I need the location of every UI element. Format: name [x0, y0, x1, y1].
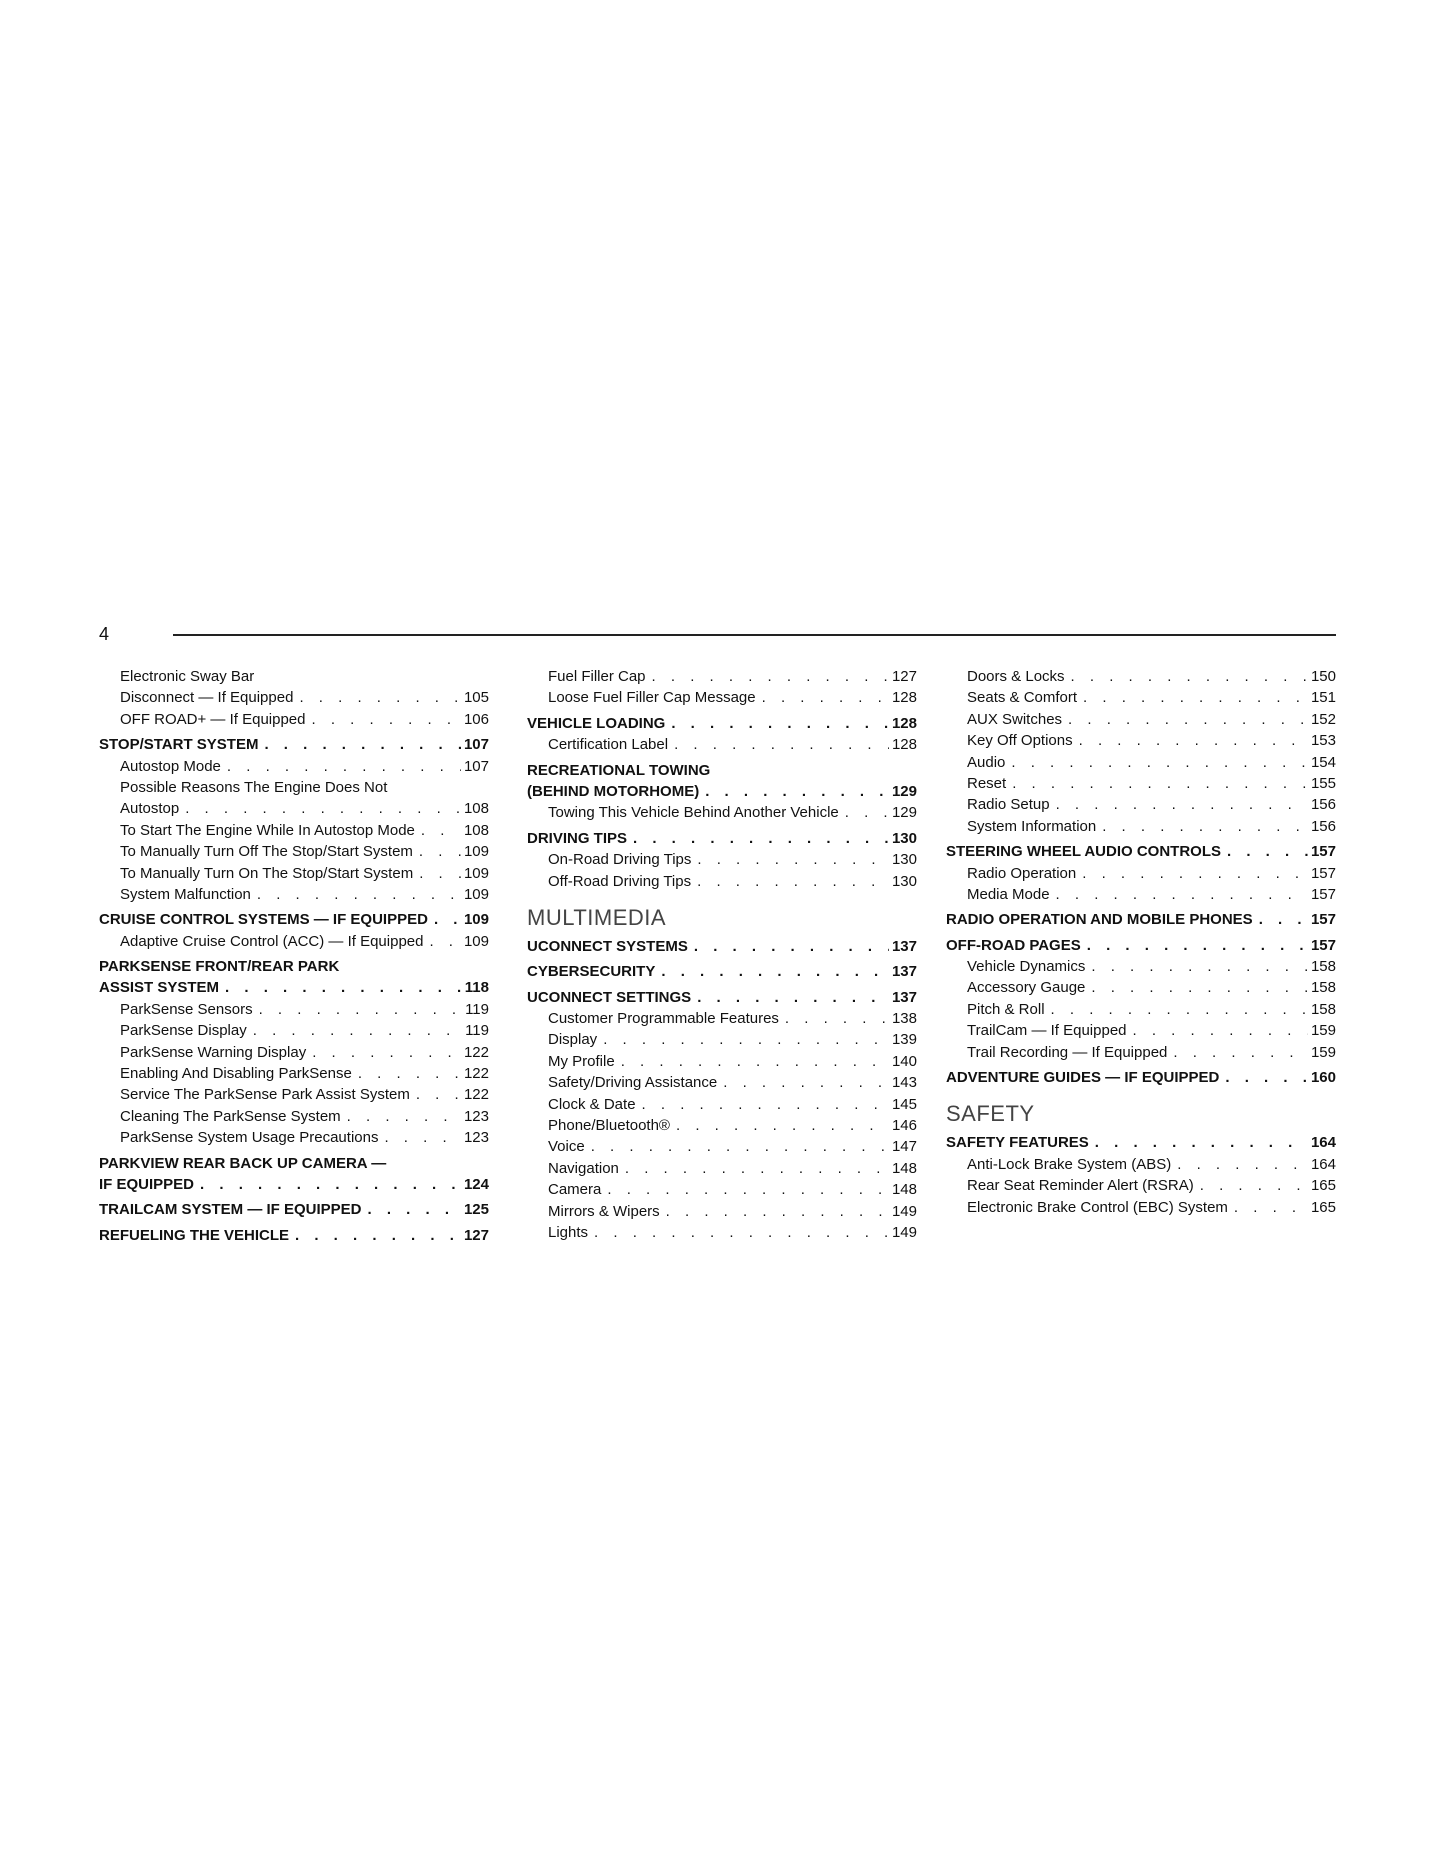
toc-entry[interactable]: [99, 884, 489, 905]
toc-entry-title: Safety/Driving Assistance: [548, 1074, 718, 1092]
toc-entry-title: DRIVING TIPS: [527, 829, 628, 847]
toc-entry-title: Pitch & Roll: [967, 1000, 1045, 1018]
toc-page-number: 123: [463, 1129, 489, 1147]
section-heading: MULTIMEDIA: [527, 904, 667, 930]
toc-page-number: 130: [891, 851, 917, 869]
toc-page-number: 156: [1310, 817, 1336, 835]
dot-leader: [668, 734, 889, 755]
toc-entry[interactable]: [946, 794, 1336, 815]
toc-entry-title: Service The ParkSense Park Assist System: [120, 1086, 410, 1104]
toc-page-number: 109: [463, 843, 489, 861]
toc-page-number: 109: [463, 932, 489, 950]
toc-entry-title: Key Off Options: [967, 732, 1073, 750]
toc-page-number: 154: [1310, 753, 1336, 771]
toc-entry[interactable]: [946, 752, 1336, 773]
dot-leader: [413, 863, 461, 884]
dot-leader: [756, 687, 889, 708]
toc-entry[interactable]: [946, 977, 1336, 998]
toc-entry[interactable]: [527, 760, 917, 781]
toc-entry-title: Radio Setup: [967, 796, 1050, 814]
dot-leader: [627, 828, 889, 849]
toc-entry[interactable]: [99, 666, 489, 687]
toc-entry[interactable]: [99, 1042, 489, 1063]
toc-entry-title: ParkSense Sensors: [120, 1000, 253, 1018]
dot-leader: [1171, 1154, 1308, 1175]
toc-page-number: 118: [464, 979, 489, 997]
dot-leader: [1167, 1042, 1308, 1063]
toc-entry-title: Customer Programmable Features: [548, 1010, 779, 1028]
toc-entry[interactable]: [946, 1020, 1336, 1041]
dot-leader: [670, 1115, 889, 1136]
toc-entry-title: Audio: [967, 753, 1006, 771]
toc-entry[interactable]: [527, 1136, 917, 1157]
dot-leader: [1096, 816, 1308, 837]
toc-page-number: 128: [891, 689, 917, 707]
toc-entry[interactable]: [946, 1042, 1336, 1063]
toc-page-number: 157: [1310, 864, 1336, 882]
toc-page-number: 137: [891, 963, 917, 981]
toc-entry[interactable]: [527, 734, 917, 755]
toc-entry-title: Electronic Brake Control (EBC) System: [967, 1198, 1228, 1216]
toc-page-number: 119: [465, 1000, 489, 1018]
page-number: 4: [99, 624, 110, 644]
toc-entry-title: Accessory Gauge: [967, 979, 1086, 997]
toc-entry[interactable]: [99, 1106, 489, 1127]
toc-entry[interactable]: [99, 931, 489, 952]
toc-page-number: 149: [891, 1202, 917, 1220]
toc-entry-title: ParkSense Warning Display: [120, 1043, 307, 1061]
dot-leader: [423, 931, 461, 952]
dot-leader: [428, 909, 461, 930]
toc-entry-title: RECREATIONAL TOWING: [527, 761, 711, 779]
toc-page-number: 151: [1310, 689, 1336, 707]
toc-entry-title: Possible Reasons The Engine Does Not: [120, 778, 388, 796]
dot-leader: [665, 713, 889, 734]
toc-entry[interactable]: [946, 666, 1336, 687]
toc-page-number: 160: [1310, 1069, 1336, 1087]
dot-leader: [1050, 794, 1308, 815]
toc-entry[interactable]: [527, 1201, 917, 1222]
toc-page-number: 106: [463, 710, 489, 728]
toc-column-2: [527, 666, 917, 1243]
toc-entry[interactable]: [946, 816, 1336, 837]
dot-leader: [378, 1127, 461, 1148]
toc-page-number: 130: [891, 829, 917, 847]
toc-page-number: 164: [1310, 1155, 1336, 1173]
toc-entry-title: Towing This Vehicle Behind Another Vehicle: [548, 804, 839, 822]
toc-entry[interactable]: [946, 999, 1336, 1020]
toc-entry[interactable]: [527, 961, 917, 982]
toc-entry-title: SAFETY FEATURES: [946, 1134, 1089, 1152]
toc-entry[interactable]: [946, 773, 1336, 794]
dot-leader: [1228, 1197, 1308, 1218]
toc-entry-title: Seats & Comfort: [967, 689, 1078, 707]
dot-leader: [362, 1199, 461, 1220]
toc-page-number: 124: [463, 1175, 489, 1193]
toc-entry[interactable]: [99, 709, 489, 730]
dot-leader: [247, 1020, 461, 1041]
toc-page-number: 156: [1310, 796, 1336, 814]
dot-leader: [585, 1136, 889, 1157]
toc-entry[interactable]: [527, 666, 917, 687]
toc-entry[interactable]: [99, 777, 489, 798]
dot-leader: [194, 1174, 461, 1195]
toc-entry-title: Loose Fuel Filler Cap Message: [548, 689, 756, 707]
toc-page-number: 107: [463, 736, 489, 754]
toc-entry[interactable]: [99, 956, 489, 977]
dot-leader: [655, 961, 889, 982]
toc-entry-title: ADVENTURE GUIDES — IF EQUIPPED: [946, 1069, 1220, 1087]
dot-leader: [1065, 666, 1308, 687]
toc-entry[interactable]: [99, 1225, 489, 1246]
toc-entry[interactable]: [527, 828, 917, 849]
dot-leader: [413, 841, 461, 862]
dot-leader: [1050, 884, 1308, 905]
toc-entry[interactable]: [527, 687, 917, 708]
toc-entry-title: STEERING WHEEL AUDIO CONTROLS: [946, 843, 1222, 861]
toc-entry-title: PARKSENSE FRONT/REAR PARK: [99, 958, 340, 976]
toc-entry[interactable]: [99, 1020, 489, 1041]
dot-leader: [717, 1072, 889, 1093]
dot-leader: [779, 1008, 889, 1029]
dot-leader: [619, 1158, 889, 1179]
toc-entry[interactable]: [99, 798, 489, 819]
toc-entry[interactable]: [946, 863, 1336, 884]
toc-entry[interactable]: [946, 1132, 1336, 1153]
toc-page-number: 105: [463, 689, 489, 707]
toc-page-number: 164: [1310, 1134, 1336, 1152]
dot-leader: [660, 1201, 889, 1222]
toc-entry-title: Disconnect — If Equipped: [120, 689, 294, 707]
toc-page-number: 138: [891, 1010, 917, 1028]
toc-page-number: 165: [1310, 1198, 1336, 1216]
toc-page-number: 148: [891, 1159, 917, 1177]
toc-page-number: 159: [1310, 1022, 1336, 1040]
toc-entry[interactable]: [99, 687, 489, 708]
toc-entry[interactable]: [527, 1179, 917, 1200]
toc-entry-title: Off-Road Driving Tips: [548, 872, 692, 890]
toc-page-number: 147: [891, 1138, 917, 1156]
dot-leader: [646, 666, 889, 687]
dot-leader: [293, 687, 461, 708]
toc-entry-title: UCONNECT SYSTEMS: [527, 937, 688, 955]
toc-page-number: 109: [463, 864, 489, 882]
toc-page-number: 107: [463, 757, 489, 775]
dot-leader: [691, 871, 889, 892]
dot-leader: [341, 1106, 461, 1127]
header-rule: [173, 634, 1336, 636]
toc-entry[interactable]: [946, 956, 1336, 977]
toc-entry-title: ParkSense System Usage Precautions: [120, 1129, 379, 1147]
toc-entry[interactable]: [527, 936, 917, 957]
toc-entry[interactable]: [527, 1158, 917, 1179]
dot-leader: [1127, 1020, 1308, 1041]
dot-leader: [1089, 1132, 1308, 1153]
toc-entry[interactable]: [99, 1084, 489, 1105]
toc-entry-title: OFF-ROAD PAGES: [946, 936, 1081, 954]
toc-entry[interactable]: [527, 1051, 917, 1072]
toc-entry[interactable]: [946, 1067, 1336, 1088]
toc-page-number: 122: [463, 1086, 489, 1104]
toc-entry-title: Certification Label: [548, 736, 669, 754]
toc-page-number: 128: [891, 714, 917, 732]
dot-leader: [699, 781, 889, 802]
dot-leader: [601, 1179, 889, 1200]
toc-entry-title: CRUISE CONTROL SYSTEMS — IF EQUIPPED: [99, 911, 428, 929]
toc-page-number: 145: [891, 1095, 917, 1113]
toc-entry-title: TrailCam — If Equipped: [967, 1022, 1127, 1040]
toc-entry-title: Anti-Lock Brake System (ABS): [967, 1155, 1172, 1173]
dot-leader: [615, 1051, 889, 1072]
toc-entry-title: Camera: [548, 1181, 602, 1199]
toc-entry-title: Clock & Date: [548, 1095, 636, 1113]
toc-entry-title: STOP/START SYSTEM: [99, 736, 259, 754]
toc-page-number: 128: [891, 736, 917, 754]
toc-entry-title: Enabling And Disabling ParkSense: [120, 1065, 352, 1083]
dot-leader: [1076, 863, 1308, 884]
toc-page-number: 137: [891, 937, 917, 955]
toc-entry-title: CYBERSECURITY: [527, 963, 656, 981]
toc-entry-title: Display: [548, 1031, 598, 1049]
toc-page-number: 119: [465, 1022, 489, 1040]
toc-page-number: 125: [463, 1201, 489, 1219]
toc-entry-title: To Start The Engine While In Autostop Mode: [120, 821, 415, 839]
dot-leader: [839, 802, 889, 823]
toc-entry-title: To Manually Turn Off The Stop/Start System: [120, 843, 413, 861]
dot-leader: [179, 798, 461, 819]
toc-page-number: 139: [891, 1031, 917, 1049]
toc-entry[interactable]: [946, 1197, 1336, 1218]
dot-leader: [1073, 730, 1308, 751]
toc-entry[interactable]: [527, 987, 917, 1008]
toc-entry[interactable]: [946, 709, 1336, 730]
toc-page-number: 108: [463, 800, 489, 818]
toc-entry[interactable]: [946, 687, 1336, 708]
toc-entry-title: AUX Switches: [967, 710, 1063, 728]
dot-leader: [1006, 773, 1308, 794]
toc-entry[interactable]: [99, 909, 489, 930]
toc-entry-title: Lights: [548, 1223, 589, 1241]
toc-entry-title: ParkSense Display: [120, 1022, 247, 1040]
toc-column-3: [946, 666, 1336, 1218]
dot-leader: [415, 820, 461, 841]
dot-leader: [1221, 841, 1308, 862]
dot-leader: [1005, 752, 1308, 773]
toc-entry-title: Radio Operation: [967, 864, 1077, 882]
dot-leader: [1253, 909, 1308, 930]
toc-entry[interactable]: [99, 1063, 489, 1084]
toc-entry-title: Doors & Locks: [967, 668, 1065, 685]
dot-leader: [691, 987, 889, 1008]
dot-leader: [691, 849, 889, 870]
toc-entry-title: Reset: [967, 774, 1007, 792]
toc-page-number: 127: [891, 668, 917, 685]
section-heading: SAFETY: [946, 1101, 1035, 1127]
toc-page-number: 130: [891, 872, 917, 890]
toc-page-number: 153: [1310, 732, 1336, 750]
toc-entry-title: OFF ROAD+ — If Equipped: [120, 710, 306, 728]
toc-page-number: 109: [463, 885, 489, 903]
dot-leader: [688, 936, 889, 957]
toc-entry[interactable]: [99, 999, 489, 1020]
toc-entry[interactable]: [99, 863, 489, 884]
toc-page-number: 158: [1310, 1000, 1336, 1018]
toc-entry[interactable]: [946, 1175, 1336, 1196]
toc-entry-title: Mirrors & Wipers: [548, 1202, 660, 1220]
toc-page-number: 146: [891, 1117, 917, 1135]
toc-entry-title: Voice: [548, 1138, 585, 1156]
toc-entry[interactable]: [99, 977, 489, 998]
toc-page-number: 129: [891, 804, 917, 822]
toc-page-number: 157: [1310, 911, 1336, 929]
toc-page-number: 137: [891, 988, 917, 1006]
dot-leader: [219, 977, 461, 998]
toc-entry-title: TRAILCAM SYSTEM — IF EQUIPPED: [99, 1201, 362, 1219]
toc-page-number: 165: [1310, 1177, 1336, 1195]
toc-page-number: 109: [463, 911, 489, 929]
dot-leader: [597, 1029, 889, 1050]
toc-entry[interactable]: [527, 1222, 917, 1243]
dot-leader: [410, 1084, 461, 1105]
toc-entry-title: ASSIST SYSTEM: [99, 979, 220, 997]
toc-page-number: 155: [1310, 774, 1336, 792]
toc-entry-title: RADIO OPERATION AND MOBILE PHONES: [946, 911, 1253, 929]
toc-entry-title: Media Mode: [967, 885, 1050, 903]
toc-page-number: 108: [463, 821, 489, 839]
toc-entry-title: Cleaning The ParkSense System: [120, 1107, 341, 1125]
dot-leader: [1194, 1175, 1308, 1196]
toc-entry[interactable]: [946, 730, 1336, 751]
toc-page-number: 140: [891, 1052, 917, 1070]
toc-column-1: [99, 666, 489, 1246]
dot-leader: [1062, 709, 1308, 730]
toc-page-number: 157: [1310, 843, 1336, 861]
toc-entry-title: PARKVIEW REAR BACK UP CAMERA —: [99, 1154, 387, 1172]
dot-leader: [636, 1094, 889, 1115]
toc-entry-title: Fuel Filler Cap: [548, 668, 646, 685]
toc-entry[interactable]: [527, 1094, 917, 1115]
toc-entry[interactable]: [99, 1127, 489, 1148]
toc-entry-title: Autostop: [120, 800, 180, 818]
toc-page-number: 149: [891, 1223, 917, 1241]
toc-page-number: 143: [891, 1074, 917, 1092]
toc-entry-title: Rear Seat Reminder Alert (RSRA): [967, 1177, 1194, 1195]
toc-page-number: 150: [1310, 668, 1336, 685]
dot-leader: [258, 734, 461, 755]
toc-entry[interactable]: [946, 884, 1336, 905]
toc-entry-title: To Manually Turn On The Stop/Start System: [120, 864, 414, 882]
toc-entry-title: Trail Recording — If Equipped: [967, 1043, 1168, 1061]
toc-page-number: 127: [463, 1226, 489, 1244]
toc-entry[interactable]: [946, 909, 1336, 930]
toc-entry-title: Phone/Bluetooth®: [548, 1117, 670, 1135]
toc-page-number: 148: [891, 1181, 917, 1199]
toc-entry[interactable]: [99, 1174, 489, 1195]
dot-leader: [306, 1042, 461, 1063]
toc-entry[interactable]: [946, 841, 1336, 862]
dot-leader: [1081, 935, 1308, 956]
dot-leader: [289, 1225, 461, 1246]
toc-entry[interactable]: [527, 1029, 917, 1050]
dot-leader: [253, 999, 461, 1020]
toc-entry[interactable]: [527, 713, 917, 734]
dot-leader: [1085, 956, 1308, 977]
toc-entry-title: IF EQUIPPED: [99, 1175, 195, 1193]
toc-page-number: 152: [1310, 710, 1336, 728]
toc-page-number: 158: [1310, 979, 1336, 997]
toc-page-number: 122: [463, 1065, 489, 1083]
toc-entry[interactable]: [527, 871, 917, 892]
toc-entry[interactable]: [946, 1154, 1336, 1175]
toc-page-number: 157: [1310, 936, 1336, 954]
dot-leader: [352, 1063, 461, 1084]
toc-entry-title: System Malfunction: [120, 885, 251, 903]
toc-entry[interactable]: [527, 1008, 917, 1029]
toc-entry-title: Electronic Sway Bar: [120, 668, 255, 685]
dot-leader: [1045, 999, 1308, 1020]
toc-entry[interactable]: [99, 1199, 489, 1220]
toc-entry[interactable]: [527, 849, 917, 870]
toc-page-number: 123: [463, 1107, 489, 1125]
dot-leader: [221, 756, 461, 777]
toc-entry-title: UCONNECT SETTINGS: [527, 988, 692, 1006]
toc-entry[interactable]: [527, 781, 917, 802]
dot-leader: [1077, 687, 1308, 708]
toc-page-number: 157: [1310, 885, 1336, 903]
toc-entry[interactable]: [527, 802, 917, 823]
dot-leader: [588, 1222, 889, 1243]
toc-page-number: 129: [891, 782, 917, 800]
dot-leader: [1219, 1067, 1308, 1088]
dot-leader: [306, 709, 462, 730]
dot-leader: [1085, 977, 1308, 998]
toc-entry-title: System Information: [967, 817, 1097, 835]
toc-entry[interactable]: [527, 1072, 917, 1093]
toc-entry-title: Navigation: [548, 1159, 619, 1177]
toc-entry[interactable]: [99, 756, 489, 777]
toc-entry[interactable]: [99, 734, 489, 755]
toc-entry-title: Vehicle Dynamics: [967, 958, 1086, 976]
toc-entry-title: (BEHIND MOTORHOME): [527, 782, 700, 800]
toc-page-number: 122: [463, 1043, 489, 1061]
toc-page-number: 158: [1310, 958, 1336, 976]
toc-entry-title: Autostop Mode: [120, 757, 221, 775]
toc-entry-title: My Profile: [548, 1052, 615, 1070]
toc-page-number: 159: [1310, 1043, 1336, 1061]
toc-entry-title: On-Road Driving Tips: [548, 851, 692, 869]
toc-entry[interactable]: [527, 1115, 917, 1136]
toc-entry-title: VEHICLE LOADING: [527, 714, 666, 732]
toc-entry[interactable]: [99, 1153, 489, 1174]
toc-entry[interactable]: [99, 841, 489, 862]
toc-entry-title: REFUELING THE VEHICLE: [99, 1226, 290, 1244]
toc-entry[interactable]: [99, 820, 489, 841]
toc-entry-title: Adaptive Cruise Control (ACC) — If Equipped: [120, 932, 424, 950]
dot-leader: [251, 884, 461, 905]
toc-entry[interactable]: [946, 935, 1336, 956]
